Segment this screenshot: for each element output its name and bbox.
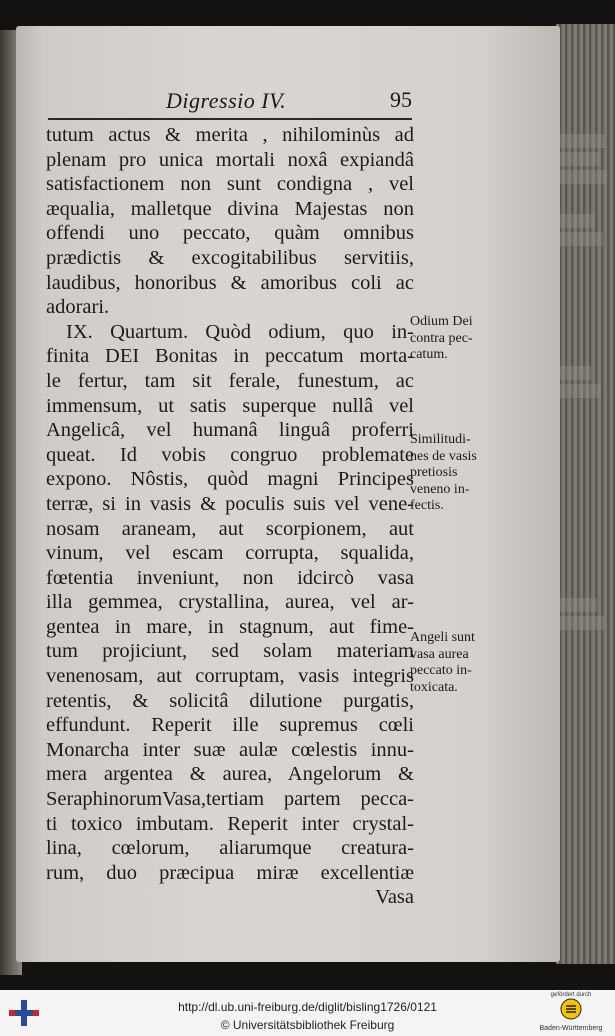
- text-line: illa gemmea, crystallina, aurea, vel ar-: [46, 591, 414, 614]
- text-line: SeraphinorumVasa,tertiam partem pecca-: [46, 788, 414, 811]
- margin-note-line: Angeli sunt: [410, 630, 475, 645]
- margin-note-line: nes de vasis: [410, 448, 477, 464]
- text-line: retentis, & solicitâ dilutione purgatis,: [46, 689, 414, 712]
- margin-note-line: catum.: [410, 347, 448, 362]
- text-line: fœtentia inveniunt, non idcircò vasa: [46, 566, 414, 589]
- margin-note-angeli: [410, 630, 510, 696]
- text-line: mera argentea & aurea, Angelorum &: [46, 763, 414, 786]
- margin-note-line: veneno in-: [410, 481, 470, 497]
- text-line: plenam pro unica mortali noxâ expiandâ: [46, 148, 414, 171]
- text-line: terræ, si in vasis & poculis suis vel vene-: [46, 492, 414, 515]
- text-line: adorari.: [46, 296, 110, 319]
- text-line: offendi uno peccato, quàm omnibus: [46, 222, 414, 245]
- text-line: æqualia, malletque divina Majestas non: [46, 197, 414, 220]
- margin-note-line: pretiosis: [410, 465, 458, 480]
- text-line: lina, cœlorum, aliarumque creatura-: [46, 837, 414, 860]
- body-text: [46, 123, 414, 910]
- header-title: Digressio IV.: [166, 88, 287, 113]
- page-number: 95: [390, 87, 412, 112]
- margin-note-similitudines: [410, 432, 510, 515]
- sponsor-top-text: gefördert durch: [550, 992, 592, 998]
- running-header: [48, 88, 412, 122]
- text-line: effundunt. Reperit ille supremus cœli: [46, 714, 414, 737]
- state-crest-icon: [560, 998, 582, 1020]
- margin-note-line: contra pec-: [410, 330, 473, 346]
- text-line: vinum, vel escam corrupta, squalida,: [46, 542, 414, 565]
- margin-note-odium: [410, 314, 510, 364]
- text-line: nosam araneam, aut scorpionem, aut: [46, 517, 414, 540]
- copyright-text: © Universitätsbibliothek Freiburg: [220, 1018, 395, 1032]
- source-url-link[interactable]: http://dl.ub.uni-freiburg.de/diglit/bisling1726/0121: [178, 1000, 437, 1014]
- text-line: prædictis & excogitabilibus servitiis,: [46, 246, 414, 269]
- text-line: laudibus, honoribus & amoribus coli ac: [46, 271, 414, 294]
- text-line: IX. Quartum. Quòd odium, quo in-: [66, 320, 414, 343]
- text-line: finita DEI Bonitas in peccatum morta-: [46, 345, 414, 368]
- text-line: tutum actus & merita , nihilominùs ad: [46, 124, 414, 146]
- header-rule: [48, 118, 412, 120]
- margin-note-line: fectis.: [410, 498, 444, 513]
- catchword: Vasa: [375, 886, 414, 909]
- text-line: queat. Id vobis congruo problemate: [46, 443, 414, 466]
- margin-note-line: peccato in-: [410, 663, 472, 678]
- text-line: le fertur, tam sit ferale, funestum, ac: [46, 369, 414, 392]
- sponsor-logo: [532, 992, 610, 1034]
- facing-page-ghost: [555, 130, 615, 690]
- margin-note-line: Odium Dei: [410, 314, 473, 329]
- text-line: tum projiciunt, sed solam materiam: [46, 640, 414, 663]
- text-line: expono. Nôstis, quòd magni Principes: [46, 468, 414, 491]
- margin-note-line: Similitudi-: [410, 432, 471, 447]
- margin-note-line: toxicata.: [410, 679, 458, 695]
- text-line: Angelicâ, vel humanâ linguâ proferri: [46, 419, 414, 442]
- text-line: venenosam, aut corruptam, vasis integris: [46, 665, 414, 688]
- sponsor-bottom-text: Baden-Württemberg: [539, 1025, 603, 1032]
- text-line: rum, duo præcipua miræ excellentiæ: [46, 861, 414, 884]
- text-line: immensum, ut satis superque nullâ vel: [46, 394, 414, 417]
- viewer-footer: [0, 990, 615, 1036]
- text-line: ti toxico imbutam. Reperit inter crystal-: [46, 812, 414, 835]
- text-line: gentea in mare, in stagnum, aut fime-: [46, 615, 414, 638]
- text-line: Monarcha inter suæ aulæ cœlestis innu-: [46, 738, 414, 761]
- margin-note-line: vasa aurea: [410, 646, 469, 662]
- text-line: satisfactionem non sunt condigna , vel: [46, 173, 414, 196]
